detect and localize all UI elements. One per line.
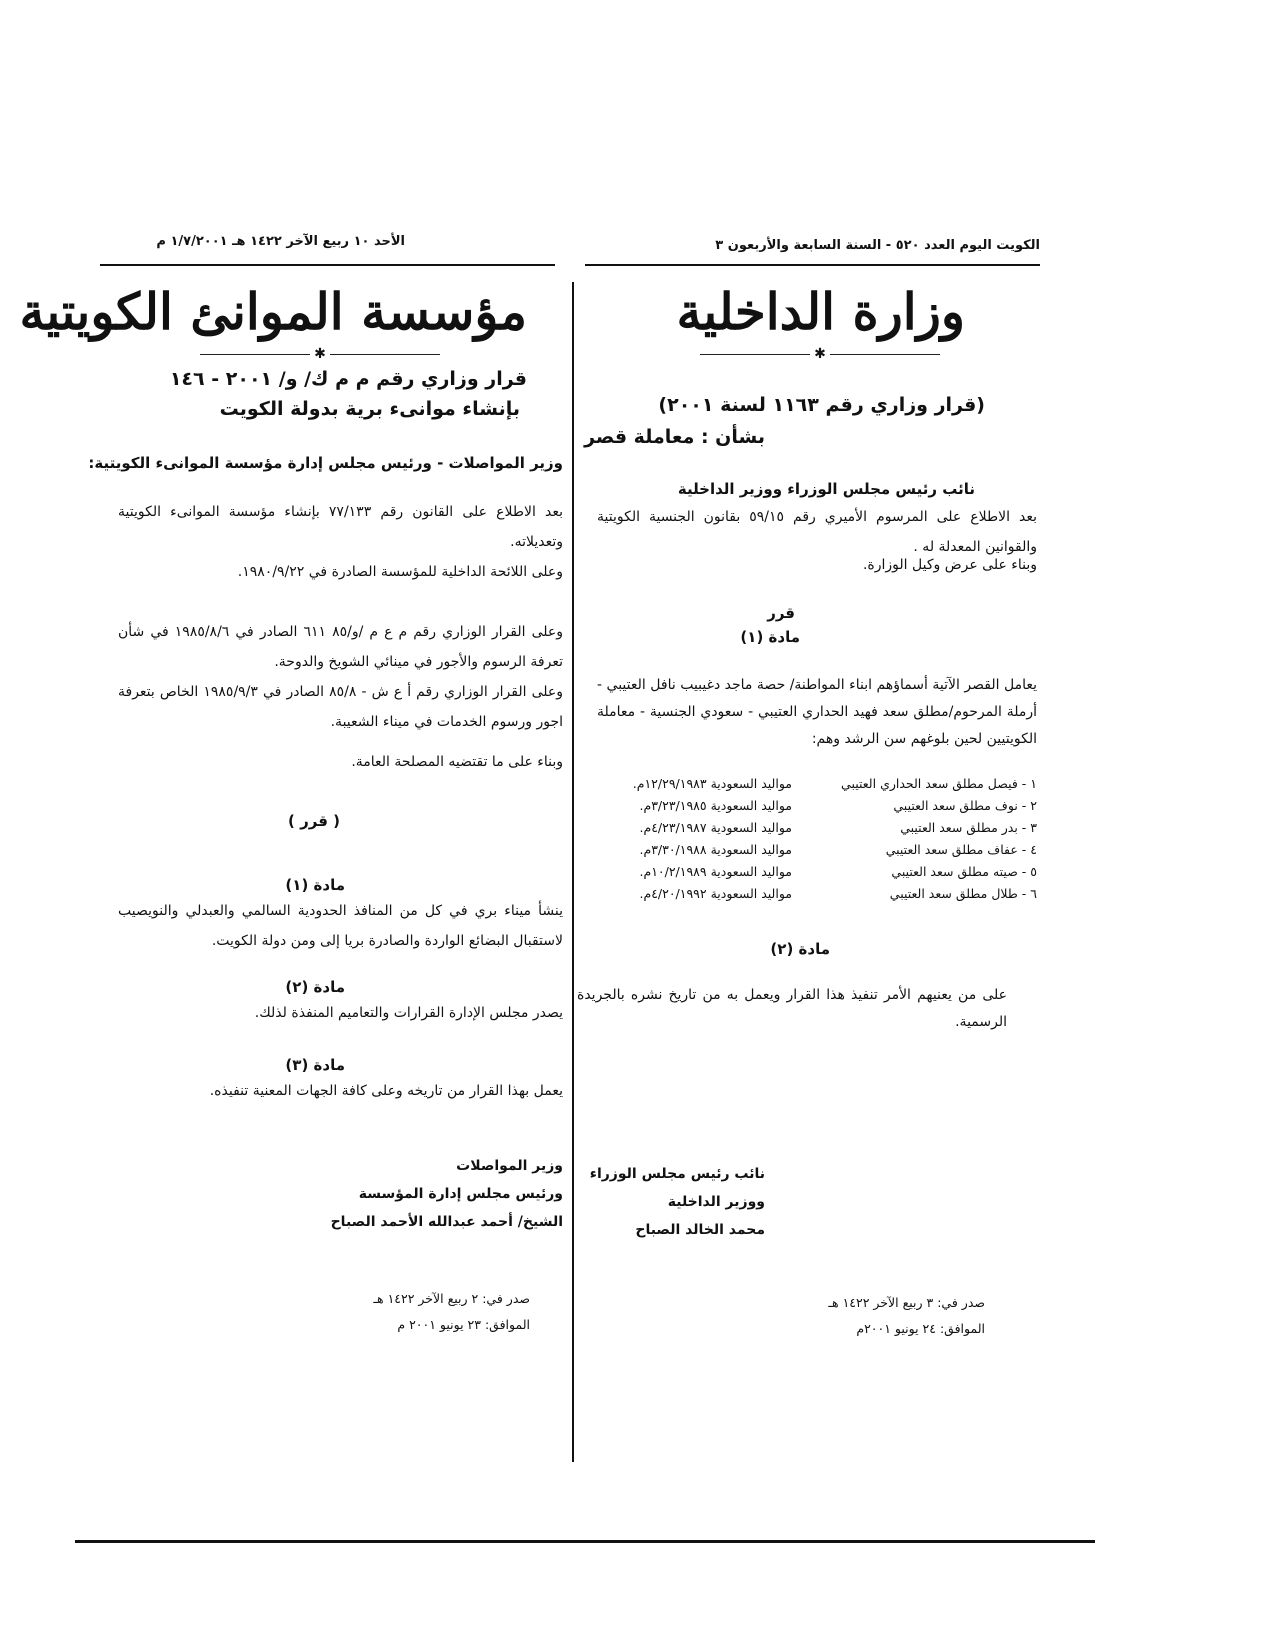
- child-birth: مواليد السعودية ٤/٢٣/١٩٨٧م.: [639, 819, 792, 835]
- left-article2-heading: مادة (٢): [285, 978, 345, 996]
- left-decree-title: قرار وزاري رقم م م ك/ و/ ٢٠٠١ - ١٤٦: [169, 368, 527, 390]
- issued-hijri: صدر في: ٢ ربيع الآخر ١٤٢٢ هـ: [373, 1291, 530, 1306]
- signature-line: نائب رئيس مجلس الوزراء: [589, 1166, 765, 1182]
- signature-line: ووزير الداخلية: [667, 1194, 765, 1210]
- child-name: ٥ - صيته مطلق سعد العتيبي: [891, 863, 1037, 879]
- right-article2-text: على من يعنيهم الأمر تنفيذ هذا القرار ويعمل به من تاريخ نشره بالجريدة الرسمية.: [577, 987, 1007, 1030]
- bottom-rule: [75, 1540, 1095, 1543]
- child-birth: مواليد السعودية ٣/٣٠/١٩٨٨م.: [639, 841, 792, 857]
- left-signature: [263, 1152, 563, 1236]
- left-decided: ( قرر ): [288, 812, 340, 830]
- child-birth: مواليد السعودية ٣/٢٣/١٩٨٥م.: [639, 797, 792, 813]
- child-birth: مواليد السعودية ٤/٢٠/١٩٩٢م.: [639, 885, 792, 901]
- right-issuer: نائب رئيس مجلس الوزراء ووزير الداخلية: [677, 480, 975, 498]
- signature-line: ورئيس مجلس إدارة المؤسسة: [358, 1186, 563, 1202]
- list-item: [577, 816, 1037, 838]
- right-preamble-2: وبناء على عرض وكيل الوزارة.: [862, 557, 1037, 573]
- right-signature: [565, 1160, 765, 1244]
- issued-gregorian: الموافق: ٢٤ يونيو ٢٠٠١م: [856, 1321, 985, 1336]
- issued-hijri: صدر في: ٣ ربيع الآخر ١٤٢٢ هـ: [828, 1295, 985, 1310]
- left-article2-text: يصدر مجلس الإدارة القرارات والتعاميم المنفذة لذلك.: [254, 1005, 563, 1021]
- left-article1-text: ينشأ ميناء بري في كل من المنافذ الحدودية السالمي والعبدلي والنويصيب لاستقبال البضائع الواردة والصادرة بريا إلى ومن دولة الكويت.: [118, 903, 563, 949]
- child-name: ٦ - طلال مطلق سعد العتيبي: [889, 885, 1037, 901]
- list-item: [577, 794, 1037, 816]
- star-ornament-icon: ✱: [314, 346, 326, 362]
- right-preamble-1: بعد الاطلاع على المرسوم الأميري رقم ٥٩/١٥ بقانون الجنسية الكويتية والقوانين المعدلة له .: [597, 509, 1037, 555]
- right-decree-title: (قرار وزاري رقم ١١٦٣ لسنة ٢٠٠١): [658, 394, 985, 416]
- child-name: ١ - فيصل مطلق سعد الحداري العتيبي: [841, 775, 1037, 791]
- star-ornament-icon: ✱: [814, 346, 826, 362]
- left-article1-heading: مادة (١): [285, 876, 345, 894]
- ministry-title: وزارة الداخلية: [676, 282, 965, 341]
- list-item: [577, 838, 1037, 860]
- left-issued-date: [300, 1286, 530, 1338]
- right-article1-text: يعامل القصر الآتية أسماؤهم ابناء المواطنة/ حصة ماجد دغيبيب نافل العتيبي - أرملة المرحوم/مطلق سعد فهيد الحداري العتيبي - سعودي الجنسية - معاملة الكويتيين لحين بلوغهم سن الرشد وهم:: [597, 677, 1037, 747]
- header-issue-info: الكويت اليوم العدد ٥٢٠ - السنة السابعة والأربعون ٣: [715, 238, 1040, 253]
- child-name: ٢ - نوف مطلق سعد العتيبي: [893, 797, 1037, 813]
- left-decree-subject: بإنشاء موانىء برية بدولة الكويت: [219, 398, 520, 420]
- right-title-divider: [700, 346, 940, 362]
- ports-authority-title: مؤسسة الموانئ الكويتية: [19, 282, 527, 341]
- child-name: ٤ - عفاف مطلق سعد العتيبي: [885, 841, 1037, 857]
- right-decided: قرر: [767, 604, 795, 622]
- issued-gregorian: الموافق: ٢٣ يونيو ٢٠٠١ م: [397, 1317, 530, 1332]
- left-preamble-3: وعلى القرار الوزاري رقم م ع م /و/٨٥ ٦١١ الصادر في ١٩٨٥/٨/٦ في شأن تعرفة الرسوم والأجور في مينائي الشويخ والدوحة.: [118, 624, 563, 670]
- list-item: [577, 860, 1037, 882]
- header-rule-left: [100, 264, 555, 266]
- signature-line: وزير المواصلات: [456, 1158, 563, 1174]
- list-item: [577, 882, 1037, 904]
- children-list: [577, 772, 1037, 904]
- left-preamble-5: وبناء على ما تقتضيه المصلحة العامة.: [351, 754, 563, 770]
- left-preamble-2: وعلى اللائحة الداخلية للمؤسسة الصادرة في ١٩٨٠/٩/٢٢.: [237, 564, 563, 580]
- left-title-divider: [200, 346, 440, 362]
- right-article2-heading: مادة (٢): [770, 940, 830, 958]
- header-date: الأحد ١٠ ربيع الآخر ١٤٢٢ هـ ١/٧/٢٠٠١ م: [156, 234, 405, 249]
- child-birth: مواليد السعودية ١٢/٢٩/١٩٨٣م.: [632, 775, 792, 791]
- left-issuer: وزير المواصلات - ورئيس مجلس إدارة مؤسسة الموانىء الكويتية:: [88, 454, 563, 472]
- header-rule-right: [585, 264, 1040, 266]
- left-preamble-1: بعد الاطلاع على القانون رقم ٧٧/١٣٣ بإنشاء مؤسسة الموانىء الكويتية وتعديلاته.: [118, 504, 563, 550]
- child-birth: مواليد السعودية ١٠/٢/١٩٨٩م.: [639, 863, 792, 879]
- signature-line: الشيخ/ أحمد عبدالله الأحمد الصباح: [330, 1214, 563, 1230]
- left-preamble-4: وعلى القرار الوزاري رقم أ ع ش - ٨٥/٨ الصادر في ١٩٨٥/٩/٣ الخاص بتعرفة اجور ورسوم الخدمات في ميناء الشعيبة.: [118, 684, 563, 730]
- signature-line: محمد الخالد الصباح: [635, 1222, 765, 1238]
- column-divider: [572, 282, 574, 1462]
- list-item: [577, 772, 1037, 794]
- right-article1-heading: مادة (١): [740, 628, 800, 646]
- left-article3-heading: مادة (٣): [285, 1056, 345, 1074]
- right-issued-date: [755, 1290, 985, 1342]
- left-article3-text: يعمل بهذا القرار من تاريخه وعلى كافة الجهات المعنية تنفيذه.: [209, 1083, 563, 1099]
- right-decree-subject: بشأن : معاملة قصر: [584, 426, 765, 448]
- child-name: ٣ - بدر مطلق سعد العتيبي: [900, 819, 1037, 835]
